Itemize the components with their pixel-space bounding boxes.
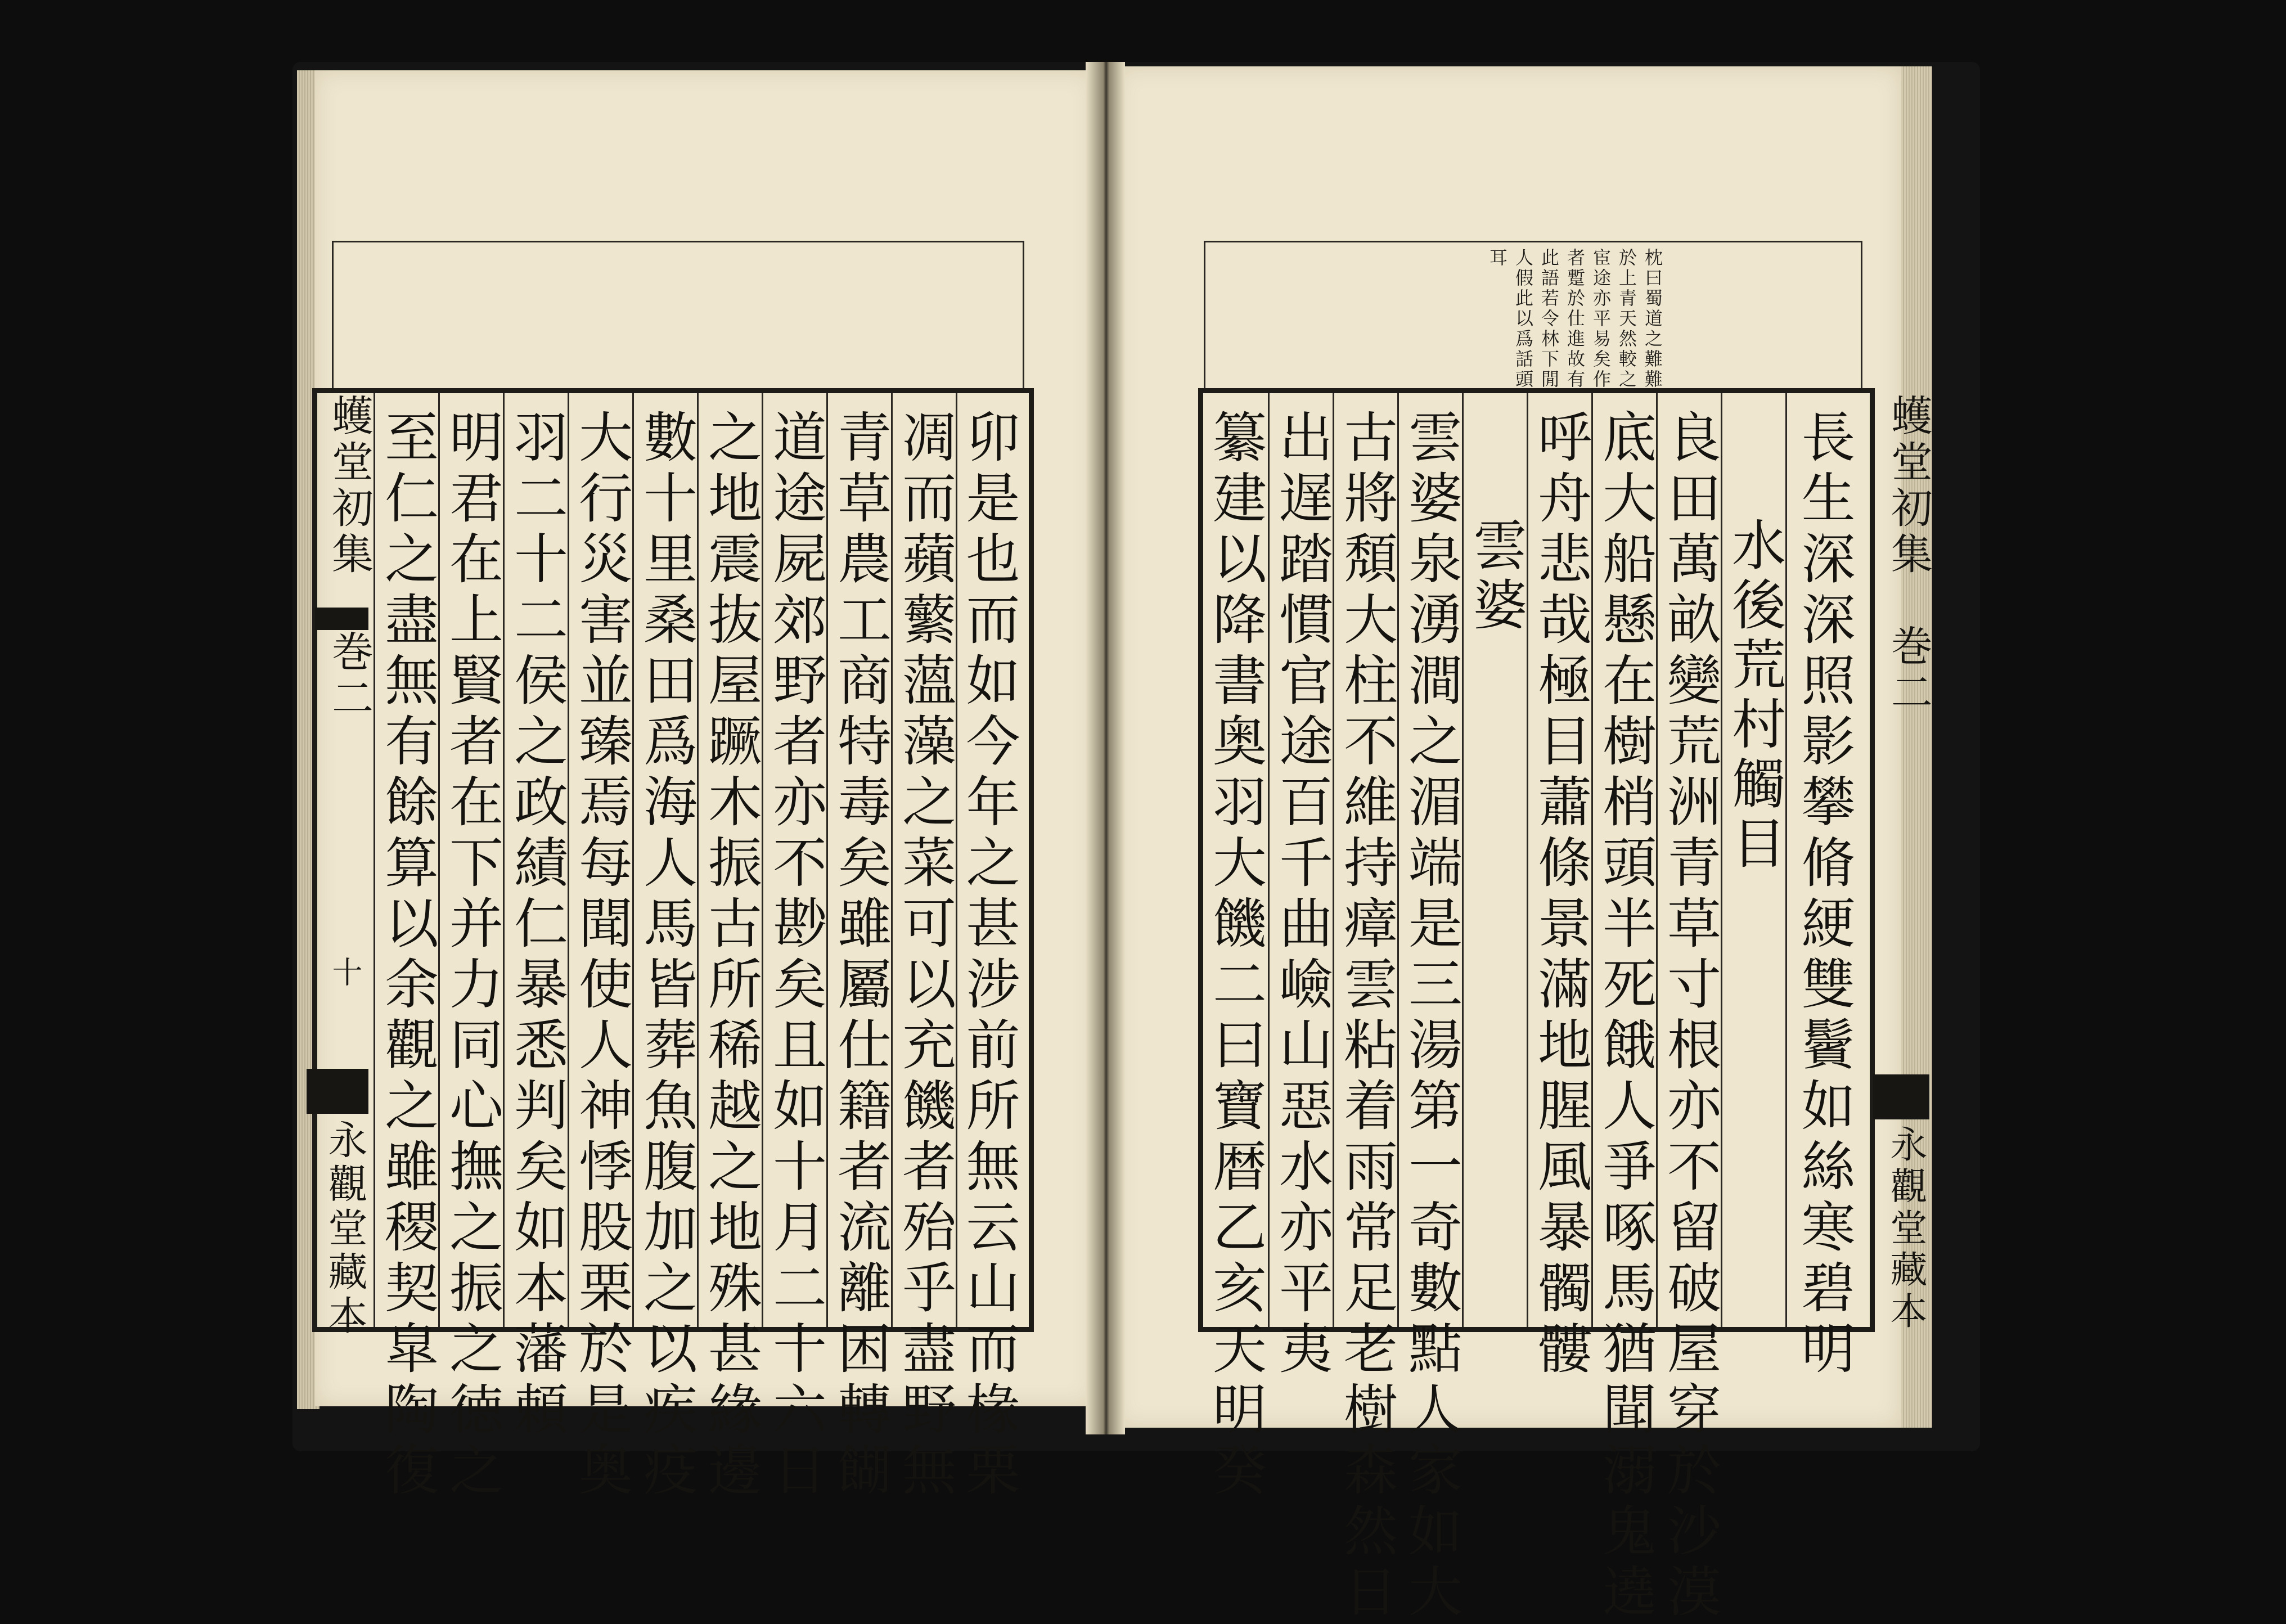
text-column	[1527, 393, 1593, 1381]
text-column	[1591, 393, 1658, 1624]
head-note-line: 於上青天然較之	[1616, 248, 1637, 390]
column-text: 雲婆泉湧澗之湄端是三湯第一奇數點人家如大	[1400, 409, 1463, 1624]
column-text: 呼舟悲哉極目蕭條景滿地腥風暴髑髏	[1529, 409, 1592, 1381]
text-column	[697, 393, 763, 1502]
head-note	[1486, 248, 1664, 390]
text-column	[826, 393, 893, 1502]
head-note-line: 此語若令林下閒	[1538, 248, 1560, 390]
left-hanshin-title: 蠖堂初集	[325, 394, 374, 578]
text-column	[503, 393, 569, 1442]
column-text: 明君在上賢者在下并力同心撫之振之徳之	[440, 409, 504, 1502]
text-column	[1333, 393, 1399, 1624]
left-headnote-box	[332, 241, 1024, 392]
left-hanshin-folio: 十	[327, 956, 363, 991]
poem-title: 水後荒村觸目	[1723, 517, 1786, 875]
text-column	[762, 393, 828, 1502]
text-column	[1203, 393, 1268, 1502]
text-column	[374, 393, 440, 1502]
poem-title: 雲婆	[1464, 517, 1528, 636]
hanshin-fishtail	[315, 608, 368, 630]
text-column	[632, 393, 699, 1502]
column-text: 凋而蘋蘩薀藻之菜可以充饑者殆乎盡野無	[893, 409, 957, 1502]
column-text: 古將頽大柱不維持瘴雲粘着雨常足老樹森然日	[1335, 409, 1398, 1624]
column-text: 卯是也而如今年之甚涉前所無云山而椽栗	[957, 409, 1020, 1502]
text-column	[891, 393, 957, 1502]
left-text-frame	[312, 388, 1034, 1502]
text-column	[1462, 393, 1528, 1327]
head-note-line: 人假此以爲話頭	[1513, 248, 1534, 390]
book-gutter	[1086, 62, 1125, 1434]
column-text: 數十里桑田爲海人馬皆葬魚腹加之以疾疫	[634, 409, 698, 1502]
column-text: 至仁之盡無有餘算以余觀之雖稷契皐陶復	[376, 409, 439, 1502]
column-text: 青草農工商特毒矣雖屬仕籍者流離困轉餬	[829, 409, 892, 1502]
hanshin-fishtail	[1873, 1074, 1929, 1119]
right-hanshin-title: 蠖堂初集	[1884, 394, 1933, 578]
column-text: 道途屍郊野者亦不尠矣且如十月二十六日	[764, 409, 827, 1502]
column-text: 出遅踏慣官途百千曲嶮山惡水亦平夷	[1270, 409, 1334, 1381]
column-text: 之地震抜屋蹶木振古所稀越之地殊甚緣邊	[699, 409, 763, 1502]
column-text: 底大船懸在樹梢頭半死餓人爭啄馬猶聞溺鬼遶	[1594, 409, 1657, 1624]
head-note-line: 耳	[1487, 248, 1508, 268]
text-column	[1397, 393, 1464, 1624]
text-column	[438, 393, 505, 1502]
text-column	[1785, 393, 1861, 1381]
column-text: 長生深深照影攀脩綆雙鬢如絲寒碧明	[1793, 409, 1856, 1381]
column-text: 纂建以降書奥羽大饑二曰寶暦乙亥天明癸	[1204, 409, 1267, 1502]
left-hanshin-volume: 巻二	[325, 630, 374, 722]
text-column	[1268, 393, 1334, 1381]
column-text: 大行災害並臻焉每聞使人神悸股栗於是奥	[570, 409, 633, 1502]
text-column	[956, 393, 1020, 1502]
right-headnote-box	[1204, 241, 1862, 392]
right-hanshin-volume: 巻二	[1884, 624, 1933, 717]
text-column	[568, 393, 634, 1502]
column-text: 良田萬畝變荒洲青草寸根亦不留破屋穿於沙漠	[1658, 409, 1722, 1624]
right-text-frame	[1198, 388, 1875, 1624]
head-note-line: 宦途亦平易矣作	[1590, 248, 1612, 390]
hanshin-fishtail	[307, 1069, 368, 1114]
column-text: 羽二十二侯之政績仁暴悉判矣如本藩頼	[505, 409, 569, 1442]
text-column	[1656, 393, 1722, 1624]
right-hanshin-publisher: 永觀堂藏本	[1884, 1125, 1927, 1333]
text-column	[1721, 393, 1787, 1327]
head-note-line: 枕曰蜀道之難難	[1642, 248, 1663, 390]
left-hanshin-publisher: 永觀堂藏本	[322, 1119, 368, 1339]
head-note-line: 者蹔於仕進故有	[1564, 248, 1586, 390]
